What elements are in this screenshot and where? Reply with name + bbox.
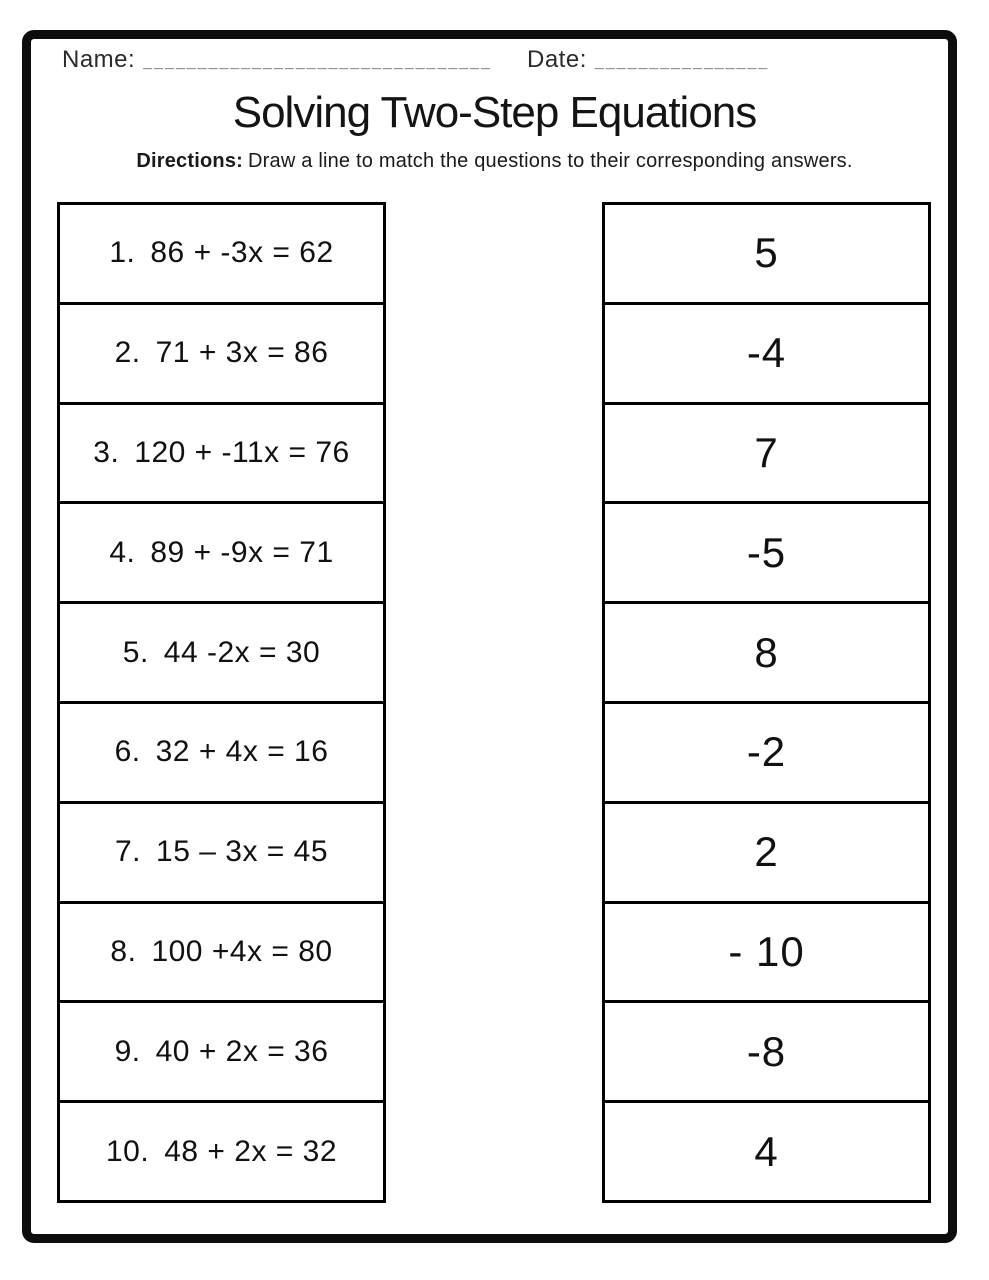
question-number: 5. <box>122 635 149 669</box>
question-number: 3. <box>93 435 120 469</box>
question-number: 6. <box>114 735 141 769</box>
answer-cell-6[interactable]: -2 <box>605 704 928 804</box>
name-date-row <box>62 46 927 74</box>
name-label: Name: <box>62 46 136 73</box>
page-title: Solving Two-Step Equations <box>232 88 757 137</box>
question-equation: 44 -2x = 30 <box>163 635 321 669</box>
date-label: Date: <box>527 46 587 73</box>
question-equation: 100 +4x = 80 <box>151 934 333 968</box>
question-cell-7[interactable] <box>60 804 383 904</box>
date-field <box>527 46 769 74</box>
questions-table <box>57 202 386 1203</box>
directions-label: Directions: <box>136 150 244 172</box>
question-cell-6[interactable] <box>60 704 383 804</box>
question-cell-10[interactable] <box>60 1103 383 1200</box>
question-cell-5[interactable] <box>60 604 383 704</box>
question-cell-9[interactable] <box>60 1003 383 1103</box>
question-equation: 15 – 3x = 45 <box>156 835 328 869</box>
question-equation: 48 + 2x = 32 <box>164 1134 338 1168</box>
answer-cell-3[interactable]: 7 <box>605 405 928 505</box>
date-blank-line[interactable]: ________________ <box>594 54 770 71</box>
question-cell-2[interactable] <box>60 305 383 405</box>
question-number: 8. <box>110 934 137 968</box>
question-equation: 71 + 3x = 86 <box>155 336 329 370</box>
question-cell-4[interactable] <box>60 504 383 604</box>
name-field <box>62 46 492 74</box>
answers-table <box>602 202 931 1203</box>
question-equation: 40 + 2x = 36 <box>155 1034 329 1068</box>
question-number: 2. <box>114 336 141 370</box>
question-equation: 89 + -9x = 71 <box>150 535 334 569</box>
answer-cell-10[interactable]: 4 <box>754 1127 779 1175</box>
answer-cell-8[interactable]: - 10 <box>605 904 928 1004</box>
answer-cell-4[interactable]: -5 <box>605 504 928 604</box>
question-equation: 120 + -11x = 76 <box>134 435 350 469</box>
question-number: 7. <box>115 835 142 869</box>
answer-cell-1[interactable]: 5 <box>605 205 928 305</box>
answer-cell-2[interactable]: -4 <box>605 305 928 405</box>
answer-cell-5[interactable]: 8 <box>605 604 928 704</box>
question-cell-1[interactable] <box>60 205 383 305</box>
directions <box>0 150 989 173</box>
answer-cell-7[interactable]: 2 <box>605 804 928 904</box>
question-cell-8[interactable] <box>60 904 383 1004</box>
question-number: 1. <box>109 236 136 270</box>
question-equation: 86 + -3x = 62 <box>150 236 334 270</box>
question-number: 9. <box>114 1034 141 1068</box>
question-cell-3[interactable] <box>60 405 383 505</box>
answer-cell-9[interactable]: -8 <box>605 1003 928 1103</box>
name-blank-line[interactable]: ________________________________ <box>143 54 492 71</box>
directions-text: Draw a line to match the questions to their corresponding answers. <box>248 150 853 172</box>
question-equation: 32 + 4x = 16 <box>155 735 329 769</box>
question-number: 4. <box>109 535 136 569</box>
question-number: 10. <box>105 1134 150 1168</box>
